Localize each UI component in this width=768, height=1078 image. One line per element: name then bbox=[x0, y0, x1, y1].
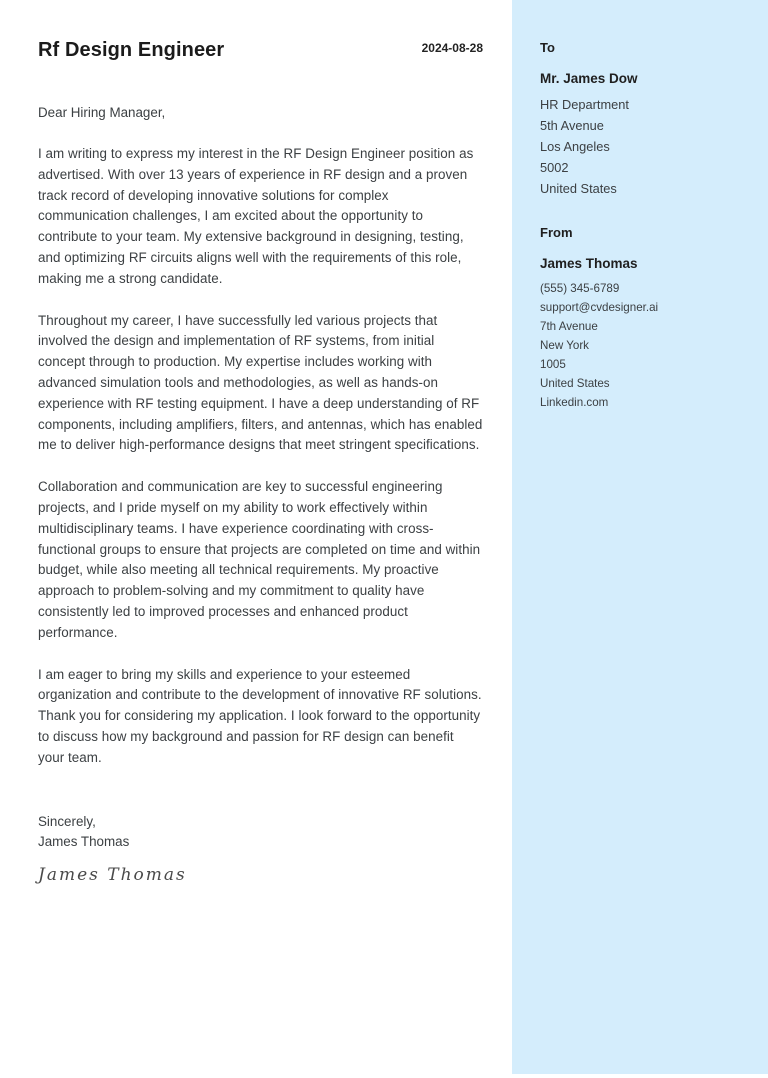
from-heading: From bbox=[540, 225, 573, 240]
sender-linkedin: Linkedin.com bbox=[540, 396, 609, 409]
salutation: Dear Hiring Manager, bbox=[38, 105, 166, 120]
sender-country: United States bbox=[540, 377, 610, 390]
paragraph-1: I am writing to express my interest in the RF Design Engineer position as advertised. With over 13 years of experience in RF design and a proven track record of developing innovative solutions for complex communication challenges, I am excited about the opportunity to contribute to your team. My extensive background in designing, testing, and optimizing RF circuits aligns well with the requirements of this role, making me a strong candidate. bbox=[38, 146, 474, 286]
closing-word: Sincerely, bbox=[38, 813, 96, 829]
sender-street: 7th Avenue bbox=[540, 320, 598, 333]
recipient-country: United States bbox=[540, 181, 617, 196]
signer-name: James Thomas bbox=[38, 834, 130, 850]
signature-script: James Thomas bbox=[38, 865, 187, 886]
letter-header bbox=[38, 38, 483, 62]
recipient-zip: 5002 bbox=[540, 160, 569, 175]
to-section bbox=[540, 40, 748, 199]
recipient-street: 5th Avenue bbox=[540, 118, 604, 133]
from-section bbox=[540, 225, 748, 412]
paragraph-3: Collaboration and communication are key to successful engineering projects, and I pride myself on my ability to work effectively within multidisciplinary teams. I have experience coordinating with cross-functional groups to ensure that projects are completed on time and within budget, while also meeting all technical requirements. My proactive approach to problem-solving and my commitment to quality have consistently led to improved processes and enhanced product performance. bbox=[38, 479, 481, 640]
page-title: Rf Design Engineer bbox=[38, 39, 225, 61]
sender-name: James Thomas bbox=[540, 256, 638, 271]
closing-block bbox=[38, 812, 483, 854]
sender-zip: 1005 bbox=[540, 358, 566, 371]
letter-body bbox=[38, 38, 483, 885]
paragraph-4: I am eager to bring my skills and experience to your esteemed organization and contribute to the development of innovative RF solutions. Thank you for considering my application. I look forward to the opportunity to discuss how my background and passion for RF design can benefit your team. bbox=[38, 666, 482, 765]
sender-email: support@cvdesigner.ai bbox=[540, 301, 659, 314]
letter-date: 2024-08-28 bbox=[421, 41, 483, 55]
sender-phone: (555) 345-6789 bbox=[540, 282, 620, 295]
recipient-name: Mr. James Dow bbox=[540, 71, 638, 86]
sender-city: New York bbox=[540, 339, 589, 352]
to-heading: To bbox=[540, 40, 555, 55]
recipient-city: Los Angeles bbox=[540, 139, 610, 154]
paragraph-2: Throughout my career, I have successfully led various projects that involved the design and implementation of RF systems, from initial concept through to production. My expertise includes working with advanced simulation tools and methodologies, as well as hands-on experience with RF testing equipment. I have a deep understanding of RF components, including amplifiers, filters, and antennas, which has enabled me to deliver high-performance designs that meet stringent specifications. bbox=[38, 312, 483, 453]
recipient-department: HR Department bbox=[540, 97, 629, 112]
contact-sidebar bbox=[512, 0, 768, 1074]
